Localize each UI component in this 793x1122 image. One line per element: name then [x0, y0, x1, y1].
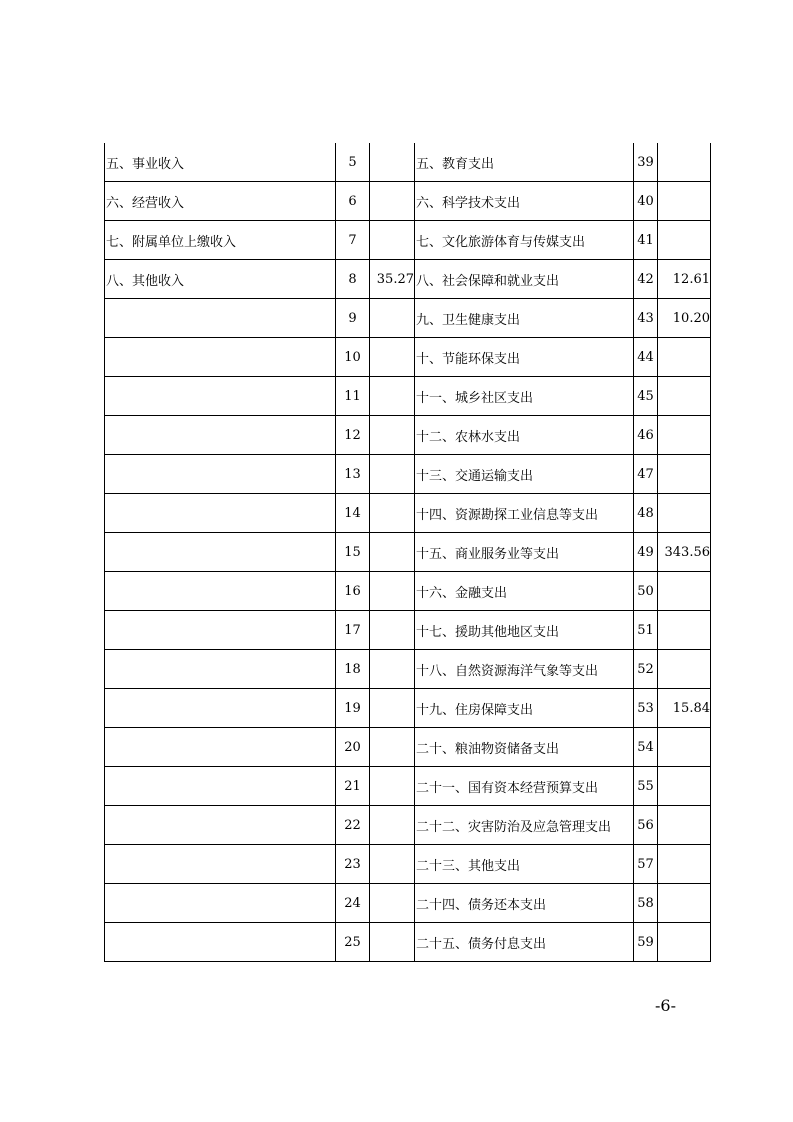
income-amount-cell [370, 338, 415, 377]
income-amount-cell [370, 143, 415, 182]
income-line-number-cell: 5 [336, 143, 370, 182]
income-item-cell [105, 533, 336, 572]
table-row [105, 689, 711, 728]
income-amount-cell [370, 572, 415, 611]
income-amount-cell [370, 455, 415, 494]
income-line-number-cell: 24 [336, 884, 370, 923]
income-item-cell [105, 338, 336, 377]
table-row [105, 923, 711, 962]
table-row [105, 650, 711, 689]
income-item-cell [105, 884, 336, 923]
expense-line-number-cell: 52 [634, 650, 658, 689]
income-amount-cell: 35.27 [370, 260, 415, 299]
income-line-number-cell: 14 [336, 494, 370, 533]
income-amount-cell [370, 416, 415, 455]
expense-item-cell: 十五、商业服务业等支出 [415, 533, 634, 572]
expense-item-cell: 六、科学技术支出 [415, 182, 634, 221]
expense-line-number-cell: 56 [634, 806, 658, 845]
income-item-cell [105, 416, 336, 455]
income-item-cell [105, 845, 336, 884]
income-amount-cell [370, 299, 415, 338]
expense-amount-cell [658, 182, 711, 221]
expense-amount-cell: 15.84 [658, 689, 711, 728]
expense-amount-cell [658, 611, 711, 650]
income-line-number-cell: 17 [336, 611, 370, 650]
income-item-cell [105, 299, 336, 338]
expense-item-cell: 二十五、债务付息支出 [415, 923, 634, 962]
income-line-number-cell: 21 [336, 767, 370, 806]
expense-item-cell: 十三、交通运输支出 [415, 455, 634, 494]
income-line-number-cell: 7 [336, 221, 370, 260]
budget-table [104, 143, 711, 962]
income-item-cell [105, 728, 336, 767]
expense-line-number-cell: 48 [634, 494, 658, 533]
expense-line-number-cell: 54 [634, 728, 658, 767]
income-item-cell [105, 377, 336, 416]
expense-amount-cell [658, 728, 711, 767]
table-row [105, 494, 711, 533]
table-row [105, 299, 711, 338]
expense-item-cell: 十一、城乡社区支出 [415, 377, 634, 416]
table-row [105, 884, 711, 923]
income-item-cell: 六、经营收入 [105, 182, 336, 221]
expense-item-cell: 七、文化旅游体育与传媒支出 [415, 221, 634, 260]
expense-line-number-cell: 43 [634, 299, 658, 338]
income-item-cell [105, 689, 336, 728]
income-line-number-cell: 9 [336, 299, 370, 338]
expense-line-number-cell: 49 [634, 533, 658, 572]
expense-line-number-cell: 46 [634, 416, 658, 455]
table-row [105, 806, 711, 845]
income-amount-cell [370, 221, 415, 260]
income-line-number-cell: 12 [336, 416, 370, 455]
table-row [105, 728, 711, 767]
expense-line-number-cell: 39 [634, 143, 658, 182]
expense-item-cell: 二十三、其他支出 [415, 845, 634, 884]
table-row [105, 845, 711, 884]
income-line-number-cell: 18 [336, 650, 370, 689]
income-item-cell [105, 767, 336, 806]
expense-line-number-cell: 59 [634, 923, 658, 962]
income-amount-cell [370, 923, 415, 962]
expense-line-number-cell: 44 [634, 338, 658, 377]
page-number: -6- [655, 996, 676, 1015]
expense-amount-cell [658, 767, 711, 806]
income-amount-cell [370, 182, 415, 221]
expense-item-cell: 十七、援助其他地区支出 [415, 611, 634, 650]
income-line-number-cell: 8 [336, 260, 370, 299]
expense-amount-cell [658, 377, 711, 416]
income-item-cell: 八、其他收入 [105, 260, 336, 299]
expense-item-cell: 二十、粮油物资储备支出 [415, 728, 634, 767]
expense-amount-cell [658, 650, 711, 689]
table-row [105, 767, 711, 806]
expense-item-cell: 二十四、债务还本支出 [415, 884, 634, 923]
expense-amount-cell [658, 338, 711, 377]
table-row [105, 611, 711, 650]
income-line-number-cell: 6 [336, 182, 370, 221]
expense-amount-cell [658, 416, 711, 455]
expense-amount-cell [658, 845, 711, 884]
income-line-number-cell: 10 [336, 338, 370, 377]
income-line-number-cell: 15 [336, 533, 370, 572]
expense-amount-cell [658, 884, 711, 923]
table-row [105, 416, 711, 455]
expense-line-number-cell: 45 [634, 377, 658, 416]
expense-amount-cell [658, 923, 711, 962]
table-row [105, 572, 711, 611]
income-item-cell [105, 611, 336, 650]
table-row [105, 338, 711, 377]
expense-line-number-cell: 41 [634, 221, 658, 260]
expense-amount-cell [658, 455, 711, 494]
expense-line-number-cell: 47 [634, 455, 658, 494]
income-amount-cell [370, 767, 415, 806]
expense-item-cell: 二十一、国有资本经营预算支出 [415, 767, 634, 806]
expense-amount-cell [658, 806, 711, 845]
expense-amount-cell [658, 143, 711, 182]
income-amount-cell [370, 494, 415, 533]
expense-line-number-cell: 51 [634, 611, 658, 650]
expense-line-number-cell: 50 [634, 572, 658, 611]
expense-amount-cell [658, 221, 711, 260]
table-row [105, 455, 711, 494]
income-amount-cell [370, 377, 415, 416]
income-amount-cell [370, 806, 415, 845]
expense-item-cell: 八、社会保障和就业支出 [415, 260, 634, 299]
expense-item-cell: 二十二、灾害防治及应急管理支出 [415, 806, 634, 845]
income-amount-cell [370, 533, 415, 572]
expense-item-cell: 十四、资源勘探工业信息等支出 [415, 494, 634, 533]
table-row [105, 143, 711, 182]
income-line-number-cell: 13 [336, 455, 370, 494]
expense-amount-cell [658, 494, 711, 533]
expense-item-cell: 十八、自然资源海洋气象等支出 [415, 650, 634, 689]
income-amount-cell [370, 611, 415, 650]
expense-item-cell: 五、教育支出 [415, 143, 634, 182]
expense-line-number-cell: 58 [634, 884, 658, 923]
income-item-cell: 七、附属单位上缴收入 [105, 221, 336, 260]
income-amount-cell [370, 845, 415, 884]
table-row [105, 533, 711, 572]
income-item-cell [105, 494, 336, 533]
expense-line-number-cell: 40 [634, 182, 658, 221]
expense-amount-cell: 10.20 [658, 299, 711, 338]
income-line-number-cell: 25 [336, 923, 370, 962]
table-row [105, 221, 711, 260]
table-row [105, 377, 711, 416]
budget-table-body [105, 143, 711, 962]
income-line-number-cell: 22 [336, 806, 370, 845]
income-item-cell [105, 650, 336, 689]
expense-amount-cell: 12.61 [658, 260, 711, 299]
income-item-cell [105, 572, 336, 611]
income-item-cell [105, 923, 336, 962]
expense-amount-cell: 343.56 [658, 533, 711, 572]
income-line-number-cell: 16 [336, 572, 370, 611]
table-row [105, 260, 711, 299]
expense-item-cell: 十二、农林水支出 [415, 416, 634, 455]
expense-line-number-cell: 57 [634, 845, 658, 884]
income-amount-cell [370, 884, 415, 923]
expense-amount-cell [658, 572, 711, 611]
expense-line-number-cell: 55 [634, 767, 658, 806]
expense-item-cell: 九、卫生健康支出 [415, 299, 634, 338]
expense-item-cell: 十九、住房保障支出 [415, 689, 634, 728]
expense-item-cell: 十、节能环保支出 [415, 338, 634, 377]
income-line-number-cell: 20 [336, 728, 370, 767]
income-amount-cell [370, 728, 415, 767]
income-item-cell [105, 455, 336, 494]
income-item-cell: 五、事业收入 [105, 143, 336, 182]
table-row [105, 182, 711, 221]
expense-line-number-cell: 53 [634, 689, 658, 728]
income-amount-cell [370, 689, 415, 728]
income-line-number-cell: 23 [336, 845, 370, 884]
expense-line-number-cell: 42 [634, 260, 658, 299]
income-line-number-cell: 11 [336, 377, 370, 416]
expense-item-cell: 十六、金融支出 [415, 572, 634, 611]
income-item-cell [105, 806, 336, 845]
income-line-number-cell: 19 [336, 689, 370, 728]
income-amount-cell [370, 650, 415, 689]
